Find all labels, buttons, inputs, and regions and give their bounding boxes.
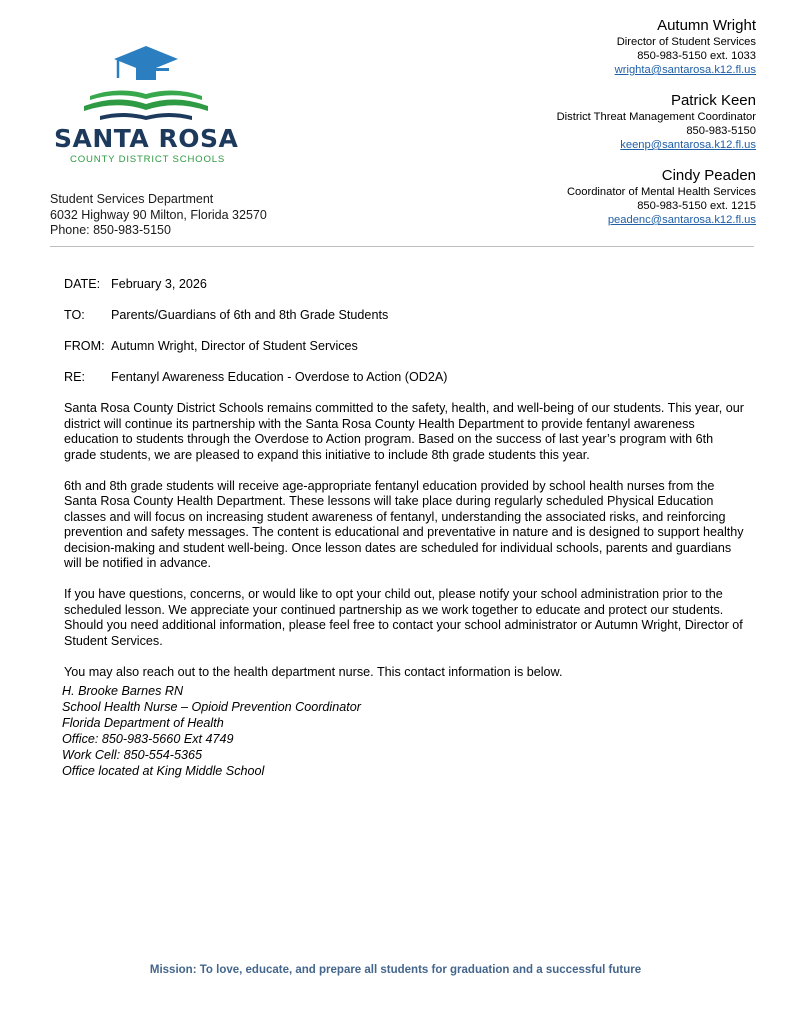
body-paragraph: If you have questions, concerns, or would like to opt your child out, please notify your school administration prior to the scheduled lesson. We appreciate your continued partnership as we work together to educate and protect our students. Should you need additional information, please feel free to contact your school administrator or Autumn Wright, Director of Student Services. [64, 587, 743, 648]
memo-re-value: Fentanyl Awareness Education - Overdose to Action (OD2A) [111, 370, 448, 384]
memo-date [64, 277, 744, 293]
contact-name: Patrick Keen [670, 92, 756, 109]
memo-to-value: Parents/Guardians of 6th and 8th Grade Students [111, 308, 389, 322]
contact-name: Autumn Wright [657, 17, 756, 34]
nurse-contact-block [62, 683, 361, 779]
mission-label: Mission: [149, 964, 197, 976]
memo-from-label: FROM: [64, 339, 105, 353]
nurse-line: H. Brooke Barnes RN [62, 684, 184, 698]
contact-name: Cindy Peaden [661, 167, 756, 184]
logo-wordmark: SANTA ROSA [54, 124, 239, 153]
nurse-line: Office located at King Middle School [62, 764, 265, 778]
mission-footer [0, 964, 791, 976]
department-address-block [50, 192, 267, 239]
contact-phone: 850-983-5150 ext. 1215 [637, 200, 756, 212]
district-logo [50, 44, 250, 169]
contact-email-link[interactable]: wrighta@santarosa.k12.fl.us [614, 64, 756, 76]
memo-re-label: RE: [64, 370, 85, 384]
body-paragraph: 6th and 8th grade students will receive age-appropriate fentanyl education provided by school health nurses from the Santa Rosa County Health Department. These lessons will take place during regularly scheduled Physical Education classes and will focus on increasing student awareness of fentanyl, understanding the associated risks, and reinforcing prevention and safety messages. The content is educational and preventative in nature and is designed to support healthy decision-making and student well-being. Once lesson dates are scheduled for individual schools, parents and guardians will be notified in advance. [64, 478, 744, 570]
memo-date-label: DATE: [64, 277, 101, 291]
contact-email-link[interactable]: keenp@santarosa.k12.fl.us [620, 139, 756, 151]
memo-to-label: TO: [64, 308, 85, 322]
letter-body [64, 277, 744, 680]
contact-cindy-peaden [396, 166, 756, 227]
contact-title: Director of Student Services [616, 36, 756, 48]
memo-date-value: February 3, 2026 [111, 277, 207, 291]
nurse-line: School Health Nurse – Opioid Prevention Coordinator [62, 700, 361, 714]
contact-patrick-keen [396, 91, 756, 152]
nurse-line: Florida Department of Health [62, 716, 224, 730]
memo-from [64, 339, 744, 355]
contact-phone: 850-983-5150 [686, 125, 756, 137]
staff-contacts [396, 16, 756, 241]
department-name: Student Services Department [50, 192, 214, 206]
nurse-line: Work Cell: 850-554-5365 [62, 748, 203, 762]
body-paragraph: Santa Rosa County District Schools remains committed to the safety, health, and well-being of our students. This year, our district will continue its partnership with the Santa Rosa County Health Department to provide fentanyl awareness education to students through the Overdose to Action program. Based on the success of last year’s program with 6th grade students, we are pleased to expand this initiative to include 8th grade students this year. [64, 401, 744, 462]
nurse-line: Office: 850-983-5660 Ext 4749 [62, 732, 234, 746]
department-address: 6032 Highway 90 Milton, Florida 32570 [50, 207, 267, 222]
contact-autumn-wright [396, 16, 756, 77]
graduation-cap-book-icon [78, 44, 223, 124]
contact-title: District Threat Management Coordinator [556, 111, 756, 123]
closing-line: You may also reach out to the health department nurse. This contact information is below. [64, 664, 563, 679]
contact-phone: 850-983-5150 ext. 1033 [637, 50, 756, 62]
contact-email-link[interactable]: peadenc@santarosa.k12.fl.us [607, 214, 756, 226]
memo-re [64, 370, 744, 386]
department-phone: Phone: 850-983-5150 [50, 223, 171, 237]
logo-subtitle: COUNTY DISTRICT SCHOOLS [70, 154, 226, 165]
contact-title: Coordinator of Mental Health Services [566, 186, 756, 198]
memo-from-value: Autumn Wright, Director of Student Services [111, 339, 358, 353]
header-divider [50, 246, 754, 247]
memo-to [64, 308, 744, 324]
mission-text: To love, educate, and prepare all students for graduation and a successful future [199, 964, 642, 976]
